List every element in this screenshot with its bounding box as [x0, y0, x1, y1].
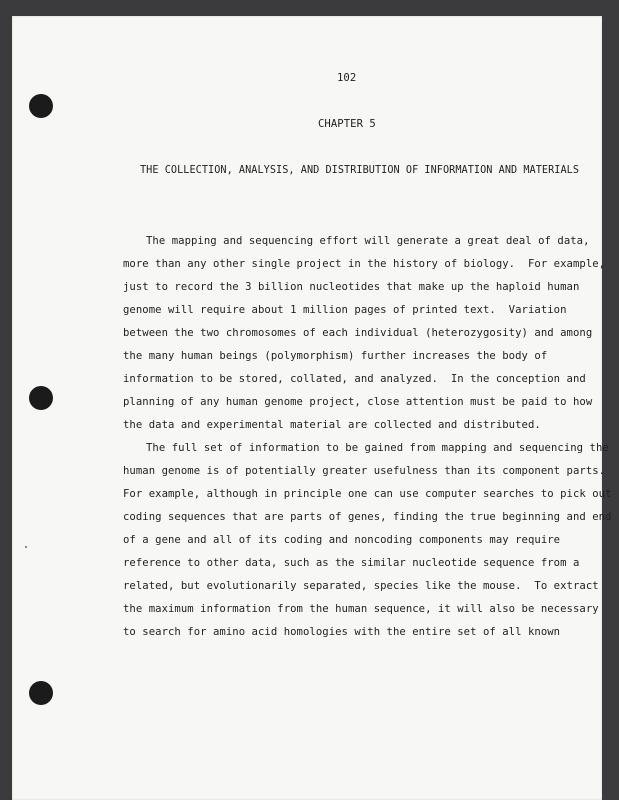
- page-number: 102: [337, 72, 357, 84]
- paragraph-2-line-1: The full set of information to be gained from mapping and sequencing the: [146, 442, 609, 454]
- paragraph-1-line-3: just to record the 3 billion nucleotides that make up the haploid human: [123, 281, 580, 293]
- chapter-heading: CHAPTER 5: [318, 118, 376, 130]
- paragraph-2-line-8: the maximum information from the human sequence, it will also be necessary: [123, 603, 599, 615]
- binder-hole-middle: [29, 386, 53, 410]
- paragraph-2-line-7: related, but evolutionarily separated, species like the mouse. To extract: [123, 580, 599, 592]
- paragraph-1-line-4: genome will require about 1 million pages of printed text. Variation: [123, 304, 567, 316]
- paragraph-1-line-2: more than any other single project in the history of biology. For example,: [123, 258, 606, 270]
- paragraph-2-line-5: of a gene and all of its coding and noncoding components may require: [123, 534, 561, 546]
- paper-page: [12, 16, 602, 800]
- paragraph-1-line-1: The mapping and sequencing effort will generate a great deal of data,: [146, 235, 590, 247]
- paragraph-1-line-6: the many human beings (polymorphism) further increases the body of: [123, 350, 548, 362]
- paragraph-2-line-9: to search for amino acid homologies with the entire set of all known: [123, 626, 561, 638]
- paragraph-2-line-2: human genome is of potentially greater usefulness than its component parts.: [123, 465, 606, 477]
- paragraph-2-line-3: For example, although in principle one can use computer searches to pick out: [123, 488, 612, 500]
- binder-hole-top: [29, 94, 53, 118]
- paragraph-1-line-9: the data and experimental material are collected and distributed.: [123, 419, 541, 431]
- paragraph-1-line-8: planning of any human genome project, close attention must be paid to how: [123, 396, 593, 408]
- paragraph-1-line-7: information to be stored, collated, and analyzed. In the conception and: [123, 373, 586, 385]
- chapter-title: THE COLLECTION, ANALYSIS, AND DISTRIBUTION OF INFORMATION AND MATERIALS: [140, 165, 580, 176]
- paragraph-2-line-4: coding sequences that are parts of genes, finding the true beginning and end: [123, 511, 612, 523]
- paper-speck: [25, 546, 27, 548]
- paragraph-1-line-5: between the two chromosomes of each individual (heterozygosity) and among: [123, 327, 593, 339]
- binder-hole-bottom: [29, 681, 53, 705]
- paragraph-2-line-6: reference to other data, such as the similar nucleotide sequence from a: [123, 557, 580, 569]
